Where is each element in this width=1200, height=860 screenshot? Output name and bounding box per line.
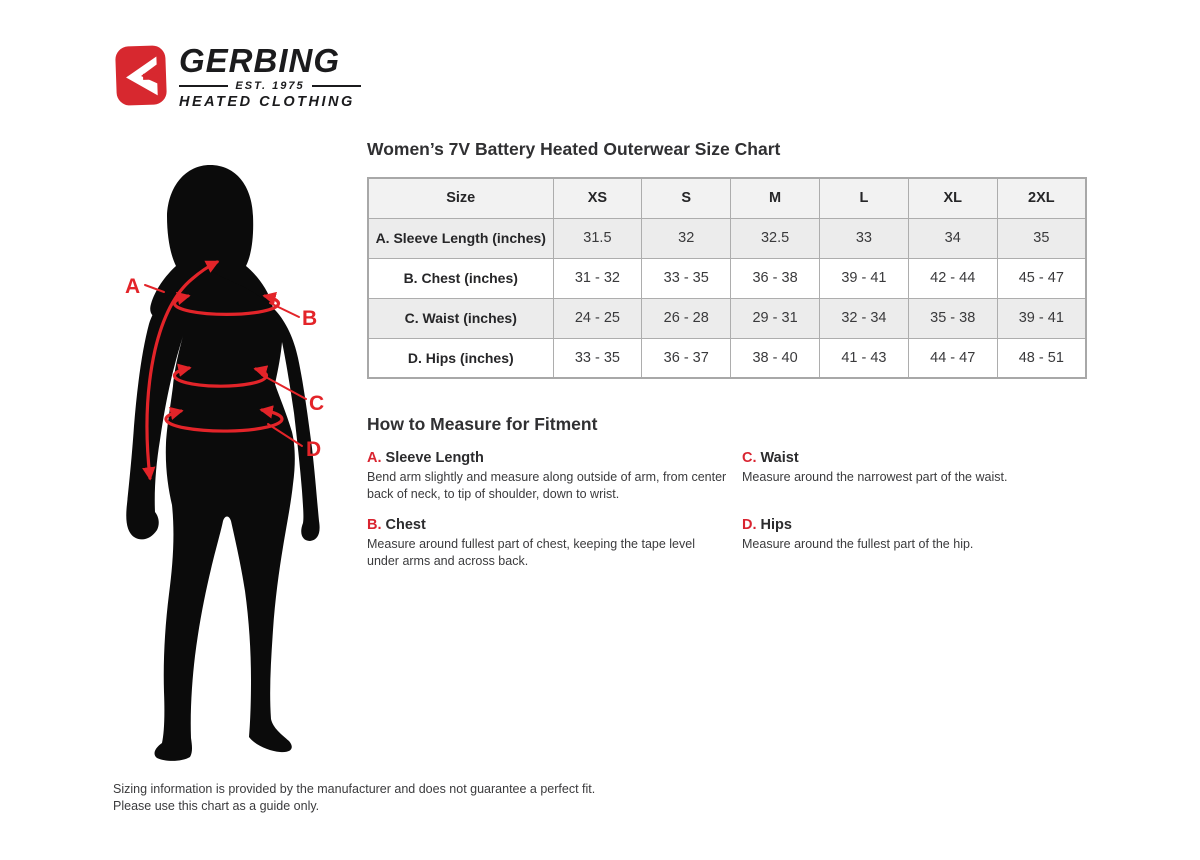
column-header-2xl: 2XL [997, 178, 1086, 218]
cell-value: 32.5 [731, 218, 820, 258]
table-row-waist [368, 298, 1086, 338]
cell-value: 33 [819, 218, 908, 258]
right-rule [312, 85, 361, 87]
row-label: C. Waist (inches) [368, 298, 553, 338]
row-label: B. Chest (inches) [368, 258, 553, 298]
cell-value: 44 - 47 [908, 338, 997, 378]
brand-tagline: HEATED CLOTHING [179, 94, 355, 110]
established-row [179, 80, 361, 92]
cell-value: 38 - 40 [731, 338, 820, 378]
cell-value: 35 - 38 [908, 298, 997, 338]
header-row [368, 178, 1086, 218]
row-label: D. Hips (inches) [368, 338, 553, 378]
measure-item-name: Hips [760, 517, 792, 533]
row-label: A. Sleeve Length (inches) [368, 218, 553, 258]
measure-item-name: Chest [385, 517, 426, 533]
disclaimer-line-1: Sizing information is provided by the manufacturer and does not guarantee a perfect fit. [113, 782, 596, 796]
cell-value: 24 - 25 [553, 298, 642, 338]
table-row-chest [368, 258, 1086, 298]
measure-item-description: Measure around fullest part of chest, keeping the tape level under arms and across back. [367, 537, 695, 568]
disclaimer-line-2: Please use this chart as a guide only. [113, 799, 320, 814]
measure-item-letter: A. [367, 450, 382, 466]
column-header-size: Size [368, 178, 553, 218]
cell-value: 39 - 41 [997, 298, 1086, 338]
measure-item-name: Sleeve Length [385, 450, 484, 466]
measure-item-sleeve-length [367, 450, 729, 502]
cell-value: 48 - 51 [997, 338, 1086, 378]
cell-value: 29 - 31 [731, 298, 820, 338]
cell-value: 34 [908, 218, 997, 258]
cell-value: 33 - 35 [553, 338, 642, 378]
column-header-l: L [819, 178, 908, 218]
measure-item-description: Measure around the fullest part of the hip. [742, 537, 974, 551]
cell-value: 41 - 43 [819, 338, 908, 378]
cell-value: 36 - 38 [731, 258, 820, 298]
cell-value: 31.5 [553, 218, 642, 258]
cell-value: 33 - 35 [642, 258, 731, 298]
table-row-sleeve-length [368, 218, 1086, 258]
column-header-xs: XS [553, 178, 642, 218]
column-header-xl: XL [908, 178, 997, 218]
cell-value: 31 - 32 [553, 258, 642, 298]
measure-item-title [367, 517, 729, 533]
measurement-figure [110, 162, 360, 772]
measure-item-chest [367, 517, 729, 569]
measure-item-description: Bend arm slightly and measure along outside of arm, from center back of neck, to tip of shoulder, down to wrist. [367, 470, 727, 501]
cell-value: 32 [642, 218, 731, 258]
measure-item-name: Waist [760, 450, 799, 466]
cell-value: 36 - 37 [642, 338, 731, 378]
measure-item-hips [742, 517, 1104, 553]
cell-value: 42 - 44 [908, 258, 997, 298]
figure-label-b: B [302, 307, 318, 330]
column-header-m: M [731, 178, 820, 218]
gerbing-g-arrow-icon [113, 44, 169, 107]
cell-value: 32 - 34 [819, 298, 908, 338]
measure-item-waist [742, 450, 1104, 486]
cell-value: 26 - 28 [642, 298, 731, 338]
figure-label-c: C [309, 392, 325, 415]
measure-item-letter: C. [742, 450, 757, 466]
figure-label-d: D [306, 438, 322, 461]
cell-value: 45 - 47 [997, 258, 1086, 298]
table-row-hips [368, 338, 1086, 378]
column-header-s: S [642, 178, 731, 218]
figure-label-a: A [125, 275, 141, 298]
gerbing-logo [113, 44, 361, 110]
established-text: EST. 1975 [235, 80, 305, 92]
left-rule [179, 85, 228, 87]
cell-value: 39 - 41 [819, 258, 908, 298]
size-chart-table [367, 177, 1087, 379]
measure-section-heading: How to Measure for Fitment [367, 414, 598, 434]
measure-item-description: Measure around the narrowest part of the waist. [742, 470, 1008, 484]
measure-item-title [367, 450, 729, 466]
cell-value: 35 [997, 218, 1086, 258]
measure-item-title [742, 517, 1104, 533]
measure-item-letter: B. [367, 517, 382, 533]
size-chart-title: Women’s 7V Battery Heated Outerwear Size Chart [367, 139, 781, 159]
measure-item-letter: D. [742, 517, 757, 533]
measure-item-title [742, 450, 1104, 466]
brand-name: GERBING [179, 42, 341, 79]
sizing-disclaimer [113, 781, 595, 816]
